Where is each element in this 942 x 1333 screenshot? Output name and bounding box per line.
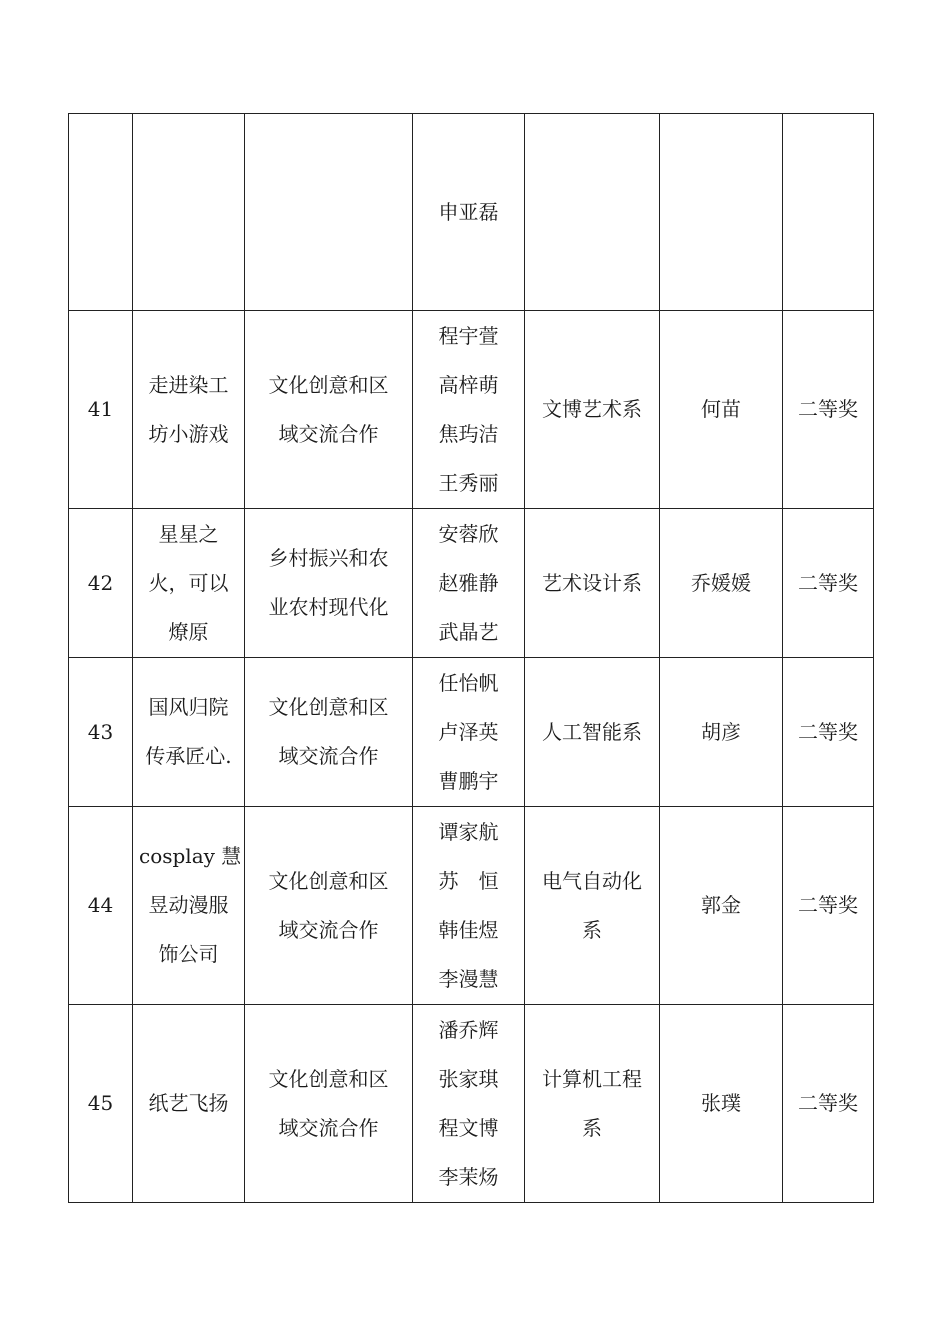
cell-project-name: [133, 1005, 245, 1203]
cell-line: 文化创意和区: [268, 1066, 389, 1091]
cell-text: 乔媛媛: [691, 570, 751, 595]
cell-text: 何苗: [701, 397, 741, 421]
table-row: [69, 1005, 874, 1203]
cell-line: 域交流合作: [278, 1115, 379, 1140]
cell-line: 高梓萌: [438, 372, 499, 397]
table-row: [69, 658, 874, 807]
cell-project-name: [133, 311, 245, 509]
cell-line: 走进染工: [148, 372, 229, 397]
cell-line: 坊小游戏: [148, 421, 229, 446]
cell-advisor: [660, 509, 783, 658]
cell-line: 文化创意和区: [268, 695, 389, 719]
cell-line: 乡村振兴和农: [268, 546, 389, 570]
cell-line: 赵雅静: [438, 570, 499, 595]
cell-award: [783, 658, 874, 807]
cell-members: [413, 658, 525, 807]
cell-category: [245, 311, 413, 509]
cell-text: 44: [87, 893, 114, 917]
cell-number: [69, 311, 133, 509]
cell-text: 胡彦: [701, 719, 741, 744]
cell-line: 域交流合作: [278, 917, 379, 942]
cell-line: 张家琪: [438, 1066, 499, 1091]
cell-members: [413, 311, 525, 509]
cell-text: 二等奖: [798, 893, 858, 917]
cell-line: 王秀丽: [438, 470, 499, 495]
cell-advisor: [660, 114, 783, 311]
cell-number: [69, 509, 133, 658]
cell-category: [245, 114, 413, 311]
cell-department: [525, 658, 660, 807]
cell-line: 艺术设计系: [542, 570, 642, 595]
cell-line: 系: [582, 1115, 602, 1140]
cell-line: 国风归院: [148, 695, 229, 719]
cell-award: [783, 807, 874, 1005]
cell-category: [245, 1005, 413, 1203]
cell-line: 人工智能系: [542, 719, 642, 744]
cell-line: 程宇萱: [438, 323, 499, 348]
table-row: [69, 509, 874, 658]
cell-project-name: [133, 509, 245, 658]
cell-line: 域交流合作: [278, 744, 379, 768]
cell-line: 文化创意和区: [268, 372, 389, 397]
cell-line: 星星之: [158, 521, 219, 546]
cell-award: [783, 311, 874, 509]
cell-members: [413, 114, 525, 311]
cell-department: [525, 311, 660, 509]
cell-number: [69, 114, 133, 311]
cell-department: [525, 509, 660, 658]
cell-line: 谭家航: [438, 819, 499, 844]
cell-members: [413, 509, 525, 658]
cell-text: 43: [87, 719, 114, 744]
cell-members: [413, 807, 525, 1005]
cell-line: 安蓉欣: [438, 521, 499, 546]
cell-text: 42: [87, 570, 114, 595]
cell-category: [245, 509, 413, 658]
cell-text: 郭金: [701, 893, 741, 917]
cell-advisor: [660, 658, 783, 807]
cell-line: 业农村现代化: [268, 595, 389, 619]
cell-line: 纸艺飞扬: [148, 1091, 229, 1115]
cell-number: [69, 658, 133, 807]
cell-line: 焦玙洁: [438, 421, 499, 446]
table-row: [69, 114, 874, 311]
awards-table: [68, 113, 874, 1203]
cell-text: 二等奖: [798, 397, 858, 421]
cell-line: 火，可以: [148, 570, 229, 595]
cell-line: 卢泽英: [438, 719, 499, 744]
cell-line: 电气自动化: [542, 868, 642, 893]
cell-line: 韩佳煜: [438, 917, 499, 942]
cell-number: [69, 1005, 133, 1203]
cell-category: [245, 807, 413, 1005]
cell-line: 苏 恒: [438, 868, 499, 893]
cell-line: 昱动漫服: [148, 893, 229, 917]
cell-award: [783, 509, 874, 658]
cell-text: 45: [87, 1091, 114, 1115]
cell-department: [525, 114, 660, 311]
cell-category: [245, 658, 413, 807]
cell-line: 曹鹏宇: [438, 768, 499, 793]
cell-line: cosplay 慧: [139, 844, 242, 868]
cell-project-name: [133, 658, 245, 807]
cell-line: 燎原: [168, 619, 209, 644]
cell-text: 张璞: [701, 1091, 741, 1115]
cell-line: 饰公司: [158, 942, 219, 966]
cell-award: [783, 1005, 874, 1203]
cell-line: 域交流合作: [278, 421, 379, 446]
cell-line: 申亚磊: [438, 199, 499, 224]
cell-line: 文化创意和区: [268, 868, 389, 893]
cell-line: 李茉炀: [438, 1164, 499, 1189]
cell-members: [413, 1005, 525, 1203]
table-row: [69, 311, 874, 509]
cell-department: [525, 1005, 660, 1203]
cell-project-name: [133, 114, 245, 311]
cell-project-name: [133, 807, 245, 1005]
cell-text: 二等奖: [798, 719, 858, 744]
cell-line: 李漫慧: [438, 966, 499, 991]
cell-award: [783, 114, 874, 311]
cell-advisor: [660, 311, 783, 509]
cell-line: 程文博: [438, 1115, 499, 1140]
cell-department: [525, 807, 660, 1005]
cell-line: 武晶艺: [438, 619, 499, 644]
cell-text: 二等奖: [798, 1091, 858, 1115]
cell-text: 二等奖: [798, 570, 858, 595]
table-row: [69, 807, 874, 1005]
cell-line: 系: [582, 917, 602, 942]
cell-advisor: [660, 807, 783, 1005]
cell-number: [69, 807, 133, 1005]
cell-line: 传承匠心.: [145, 744, 232, 768]
cell-line: 潘乔辉: [438, 1017, 499, 1042]
cell-line: 文博艺术系: [542, 397, 642, 421]
cell-text: 41: [87, 397, 114, 421]
cell-line: 计算机工程: [542, 1066, 642, 1091]
cell-advisor: [660, 1005, 783, 1203]
cell-line: 任怡帆: [438, 670, 499, 695]
